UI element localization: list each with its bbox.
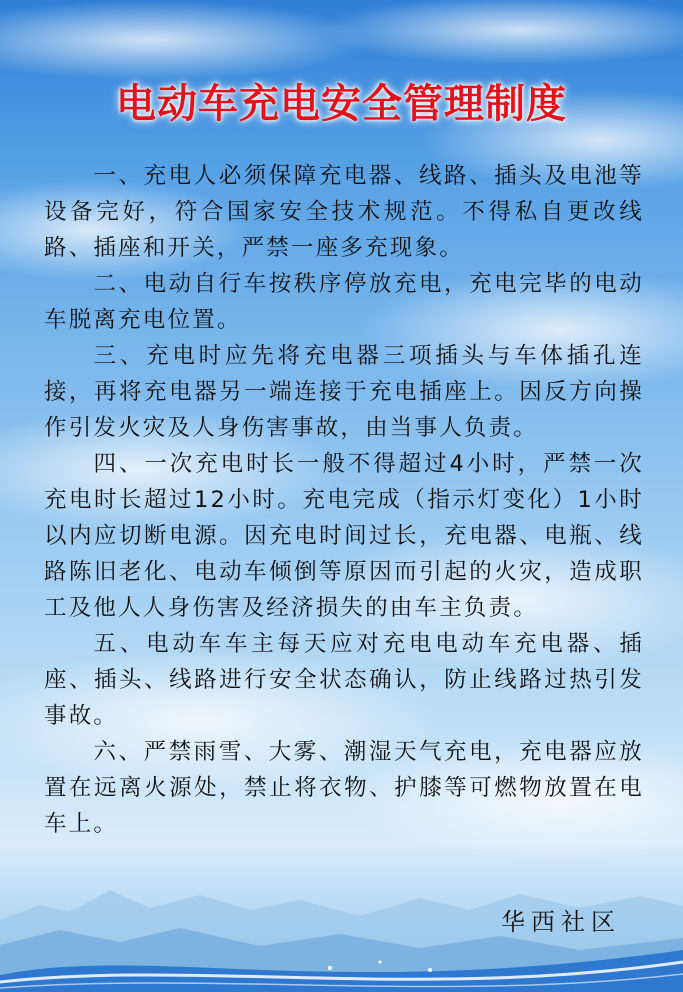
community-signature: 华西社区	[501, 908, 621, 936]
regulation-paragraph: 二、电动自行车按秩序停放充电，充电完毕的电动车脱离充电位置。	[44, 271, 644, 333]
poster-title: 电动车充电安全管理制度	[116, 81, 567, 127]
regulation-body	[44, 158, 644, 842]
regulation-paragraph: 一、充电人必须保障充电器、线路、插头及电池等设备完好，符合国家安全技术规范。不得私自更改线路、插座和开关，严禁一座多充现象。	[44, 163, 644, 261]
regulation-paragraph: 四、一次充电时长一般不得超过4小时，严禁一次充电时长超过12小时。充电完成（指示灯变化）1小时以内应切断电源。因充电时间过长，充电器、电瓶、线路陈旧老化、电动车倾倒等原因而引起的火灾，造成职工及他人人身伤害及经济损失的由车主负责。	[44, 451, 644, 621]
regulation-paragraph: 五、电动车车主每天应对充电电动车充电器、插座、插头、线路进行安全状态确认，防止线路过热引发事故。	[44, 631, 644, 729]
regulation-paragraph: 三、充电时应先将充电器三项插头与车体插孔连接，再将充电器另一端连接于充电插座上。因反方向操作引发火灾及人身伤害事故，由当事人负责。	[44, 343, 644, 441]
regulation-paragraph: 六、严禁雨雪、大雾、潮湿天气充电，充电器应放置在远离火源处，禁止将衣物、护膝等可燃物放置在电车上。	[44, 739, 644, 837]
